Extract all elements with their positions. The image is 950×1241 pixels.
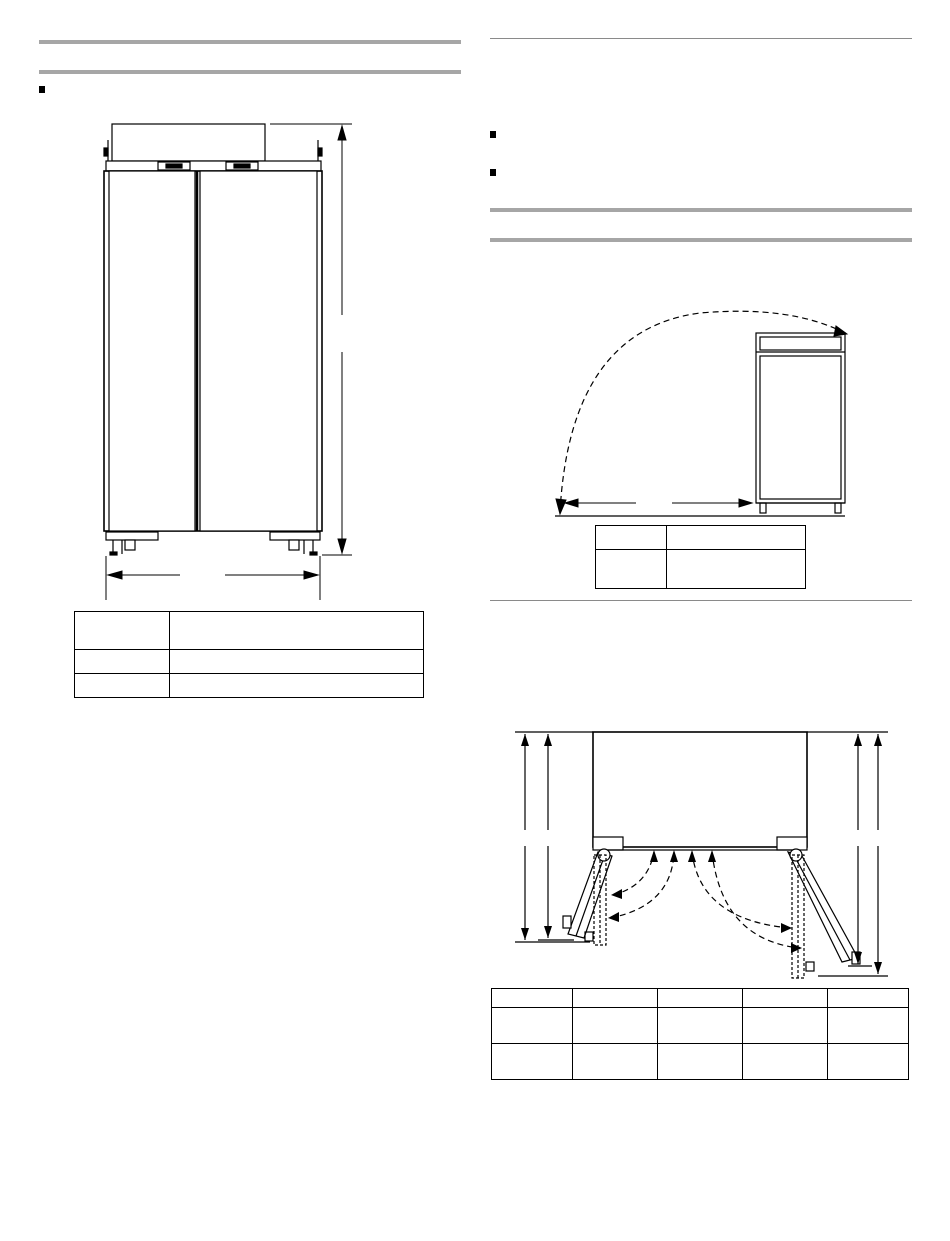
table-cell xyxy=(743,1044,828,1080)
table-cell xyxy=(658,989,743,1008)
table-cell xyxy=(492,1044,573,1080)
table-cell xyxy=(743,989,828,1008)
table-row xyxy=(492,989,909,1008)
table-cell xyxy=(492,1008,573,1044)
table-row xyxy=(492,1044,909,1080)
table-cell xyxy=(828,1044,909,1080)
table-cell xyxy=(492,989,573,1008)
table-cell xyxy=(573,1008,658,1044)
table-cell xyxy=(658,1044,743,1080)
table-cell xyxy=(573,989,658,1008)
table-cell xyxy=(658,1008,743,1044)
table-row xyxy=(492,1008,909,1044)
door-swing-table xyxy=(491,988,909,1080)
table-cell xyxy=(828,989,909,1008)
table-cell xyxy=(828,1008,909,1044)
table-cell xyxy=(743,1008,828,1044)
table-cell xyxy=(573,1044,658,1080)
